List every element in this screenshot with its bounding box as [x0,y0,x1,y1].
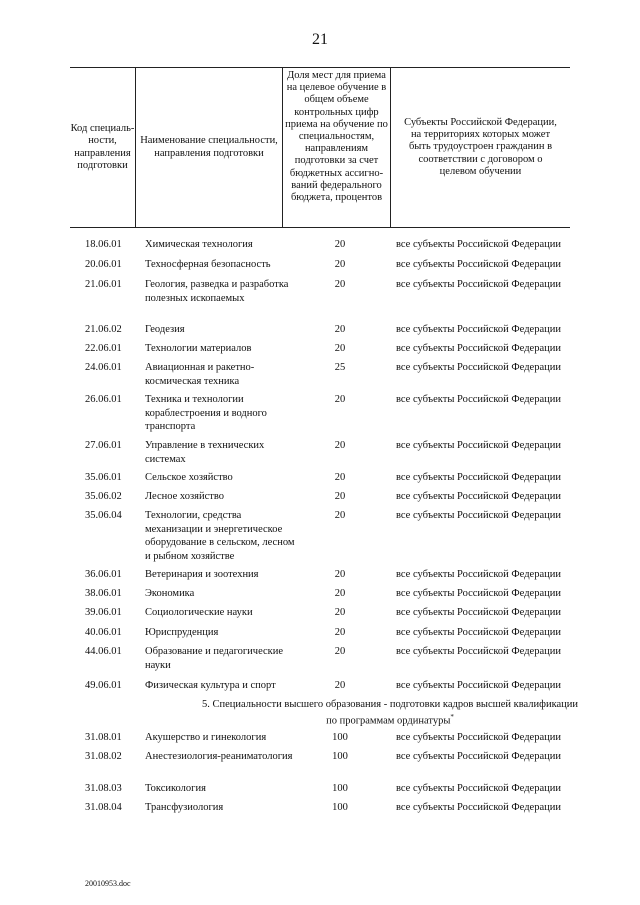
row-name: Анестезиология-реаниматология [145,751,293,762]
row-code: 22.06.01 [85,343,122,354]
row-name: Трансфузиология [145,802,224,813]
row-name: Геология, разведка и разработка полезных ископаемых [145,279,289,304]
row-code: 35.06.02 [85,491,122,502]
row-subjects: все субъекты Российской Федерации [396,607,561,618]
row-subjects: все субъекты Российской Федерации [396,279,561,290]
row-share: 20 [334,510,346,521]
row-subjects: все субъекты Российской Федерации [396,783,561,794]
row-subjects: все субъекты Российской Федерации [396,239,561,250]
row-name: Токсикология [145,783,206,794]
row-subjects: все субъекты Российской Федерации [396,588,561,599]
row-share: 20 [334,394,346,405]
row-share: 20 [334,279,346,290]
row-name: Сельское хозяйство [145,472,233,483]
row-name: Химическая технология [145,239,253,250]
row-code: 35.06.01 [85,472,122,483]
row-name: Технологии, средства механизации и энергетическое оборудование в сельском, лесном и рыбном хозяйстве [145,510,295,562]
row-code: 26.06.01 [85,394,122,405]
row-code: 44.06.01 [85,646,122,657]
row-name: Акушерство и гинекология [145,732,267,743]
row-subjects: все субъекты Российской Федерации [396,440,561,451]
file-name-footer: 20010953.doc [85,879,131,888]
row-share: 100 [332,751,348,762]
row-subjects: все субъекты Российской Федерации [396,472,561,483]
row-subjects: все субъекты Российской Федерации [396,394,561,405]
row-name: Лесное хозяйство [145,491,224,502]
row-name: Авиационная и ракетно-космическая техника [145,362,255,387]
row-code: 49.06.01 [85,680,122,691]
row-code: 36.06.01 [85,569,122,580]
row-share: 20 [334,680,346,691]
row-share: 20 [334,646,346,657]
row-code: 24.06.01 [85,362,122,373]
row-name: Образование и педагогические науки [145,646,284,671]
section-line-2-text: по программам ординатуры [326,715,451,727]
row-share: 20 [334,472,346,483]
header-code: Код специаль-ности, направления подготовки [70,123,135,171]
row-subjects: все субъекты Российской Федерации [396,680,561,691]
row-share: 100 [332,783,348,794]
row-code: 20.06.01 [85,259,122,270]
row-code: 18.06.01 [85,239,122,250]
row-name: Техника и технологии кораблестроения и водного транспорта [145,394,267,432]
row-share: 20 [334,491,346,502]
row-name: Техносферная безопасность [145,259,271,270]
row-share: 20 [334,259,346,270]
row-subjects: все субъекты Российской Федерации [396,324,561,335]
row-code: 35.06.04 [85,510,122,521]
table-header [70,67,570,228]
row-code: 38.06.01 [85,588,122,599]
row-share: 20 [334,440,346,451]
row-subjects: все субъекты Российской Федерации [396,259,561,270]
header-name: Наименование специальности, направления подготовки [135,68,282,227]
row-code: 31.08.04 [85,802,122,813]
row-name: Социологические науки [145,607,253,618]
row-name: Юриспруденция [145,627,219,638]
row-code: 40.06.01 [85,627,122,638]
section-line-2 [200,711,580,728]
row-code: 39.06.01 [85,607,122,618]
row-name: Управление в технических системах [145,440,265,465]
section-line-1: 5. Специальности высшего образования - подготовки кадров высшей квалификации [201,699,579,710]
row-subjects: все субъекты Российской Федерации [396,510,561,521]
row-code: 27.06.01 [85,440,122,451]
footnote-mark: * [450,713,454,721]
row-share: 20 [334,607,346,618]
row-code: 31.08.01 [85,732,122,743]
row-name: Экономика [145,588,195,599]
row-code: 21.06.02 [85,324,122,335]
row-share: 20 [334,627,346,638]
row-name: Технологии материалов [145,343,252,354]
row-subjects: все субъекты Российской Федерации [396,732,561,743]
row-code: 31.08.02 [85,751,122,762]
row-name: Ветеринария и зоотехния [145,569,259,580]
row-share: 20 [334,343,346,354]
row-subjects: все субъекты Российской Федерации [396,362,561,373]
row-share: 20 [334,239,346,250]
header-share: Доля мест для приема на целевое обучение в общем объеме контрольных цифр приема на обучение по специальностям, направлениям подготовки за счет бюджетных ассигно-ваний федерального бюджета, процентов [282,68,390,227]
row-code: 21.06.01 [85,279,122,290]
page-number: 21 [312,31,328,48]
row-subjects: все субъекты Российской Федерации [396,569,561,580]
header-subjects: Субъекты Российской Федерации, на территориях которых может быть трудоустроен гражданин в соответствии с договором о целевом обучении [390,68,570,227]
section-heading [200,698,580,728]
row-subjects: все субъекты Российской Федерации [396,627,561,638]
row-share: 20 [334,569,346,580]
row-share: 20 [334,588,346,599]
row-subjects: все субъекты Российской Федерации [396,751,561,762]
row-share: 100 [332,802,348,813]
row-name: Геодезия [145,324,185,335]
row-share: 20 [334,324,346,335]
row-share: 25 [334,362,346,373]
row-name: Физическая культура и спорт [145,680,276,691]
row-subjects: все субъекты Российской Федерации [396,802,561,813]
row-subjects: все субъекты Российской Федерации [396,343,561,354]
row-subjects: все субъекты Российской Федерации [396,491,561,502]
row-share: 100 [332,732,348,743]
row-subjects: все субъекты Российской Федерации [396,646,561,657]
row-code: 31.08.03 [85,783,122,794]
